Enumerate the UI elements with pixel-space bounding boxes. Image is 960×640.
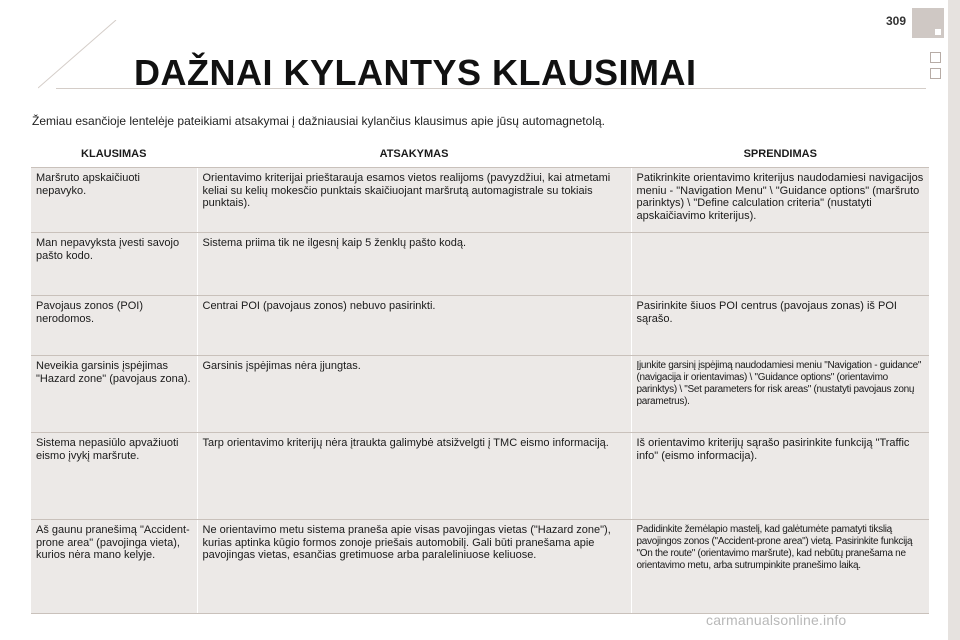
table-row <box>31 168 929 233</box>
table-row <box>31 356 929 433</box>
question-cell: Sistema nepasiūlo apvažiuoti eismo įvykį maršrute. <box>31 433 197 520</box>
column-header-question: KLAUSIMAS <box>31 141 197 168</box>
answer-cell: Centrai POI (pavojaus zonos) nebuvo pasirinkti. <box>197 296 631 356</box>
solution-cell: Patikrinkite orientavimo kriterijus naudodamiesi navigacijos meniu - "Navigation Menu" \ "Guidance options" (maršruto parinktys) \ "Define calculation criteria" (nustatyti apskaičiavimo kriterijus). <box>631 168 929 233</box>
side-square-icon <box>930 68 941 79</box>
page-title: DAŽNAI KYLANTYS KLAUSIMAI <box>134 52 697 93</box>
answer-cell: Orientavimo kriterijai prieštarauja esamos vietos realijoms (pavyzdžiui, kai atmetami keliai su kelių mokesčio punktais skaičiuojant maršrutą automagistrale su tokiais punktais). <box>197 168 631 233</box>
table-row <box>31 296 929 356</box>
question-cell: Pavojaus zonos (POI) nerodomos. <box>31 296 197 356</box>
page-corner-tab <box>912 8 944 38</box>
question-cell: Maršruto apskaičiuoti nepavyko. <box>31 168 197 233</box>
page-edge-strip <box>948 0 960 640</box>
solution-cell: Padidinkite žemėlapio mastelį, kad galėtumėte pamatyti tikslią pavojingos zonos ("Accident-prone area") vietą. Pasirinkite funkciją "On the route" (orientavimo maršrute), kad nebūtų pranešama ne orientavimo metu, arba sutrumpinkite pranešimo laiką. <box>631 520 929 614</box>
faq-table <box>31 141 929 614</box>
title-decoration <box>38 20 118 89</box>
page-number: 309 <box>885 14 906 28</box>
column-header-answer: ATSAKYMAS <box>197 141 631 168</box>
solution-cell: Iš orientavimo kriterijų sąrašo pasirinkite funkciją "Traffic info" (eismo informacija). <box>631 433 929 520</box>
table-row <box>31 520 929 614</box>
watermark-logo: carmanualsonline.info <box>706 612 847 628</box>
question-cell: Neveikia garsinis įspėjimas "Hazard zone" (pavojaus zona). <box>31 356 197 433</box>
column-header-solution: SPRENDIMAS <box>631 141 929 168</box>
table-row <box>31 233 929 296</box>
table-row <box>31 433 929 520</box>
answer-cell: Garsinis įspėjimas nėra įjungtas. <box>197 356 631 433</box>
solution-cell: Pasirinkite šiuos POI centrus (pavojaus zonas) iš POI sąrašo. <box>631 296 929 356</box>
answer-cell: Sistema priima tik ne ilgesnį kaip 5 ženklų pašto kodą. <box>197 233 631 296</box>
table-header-row <box>31 141 929 168</box>
solution-cell <box>631 233 929 296</box>
answer-cell: Tarp orientavimo kriterijų nėra įtraukta galimybė atsižvelgti į TMC eismo informaciją. <box>197 433 631 520</box>
question-cell: Man nepavyksta įvesti savojo pašto kodo. <box>31 233 197 296</box>
question-cell: Aš gaunu pranešimą "Accident-prone area" (pavojinga vieta), kurios nėra mano kelyje. <box>31 520 197 614</box>
answer-cell: Ne orientavimo metu sistema praneša apie visas pavojingas vietas ("Hazard zone"), kurias aptinka kūgio formos zonoje priešais automobilį. Gali būti pranešama apie pavojingas vietas, esančias gretimuose arba paraleliniuose keliuose. <box>197 520 631 614</box>
side-square-icon <box>930 52 941 63</box>
solution-cell: Įjunkite garsinį įspėjimą naudodamiesi meniu "Navigation - guidance" (navigacija ir orientavimas) \ "Guidance options" (orientavimo parinktys) \ "Set parameters for risk areas" (nustatyti pavojaus zonų parametrus). <box>631 356 929 433</box>
intro-text: Žemiau esančioje lentelėje pateikiami atsakymai į dažniausiai kylančius klausimus apie jūsų automagnetolą. <box>32 114 605 128</box>
